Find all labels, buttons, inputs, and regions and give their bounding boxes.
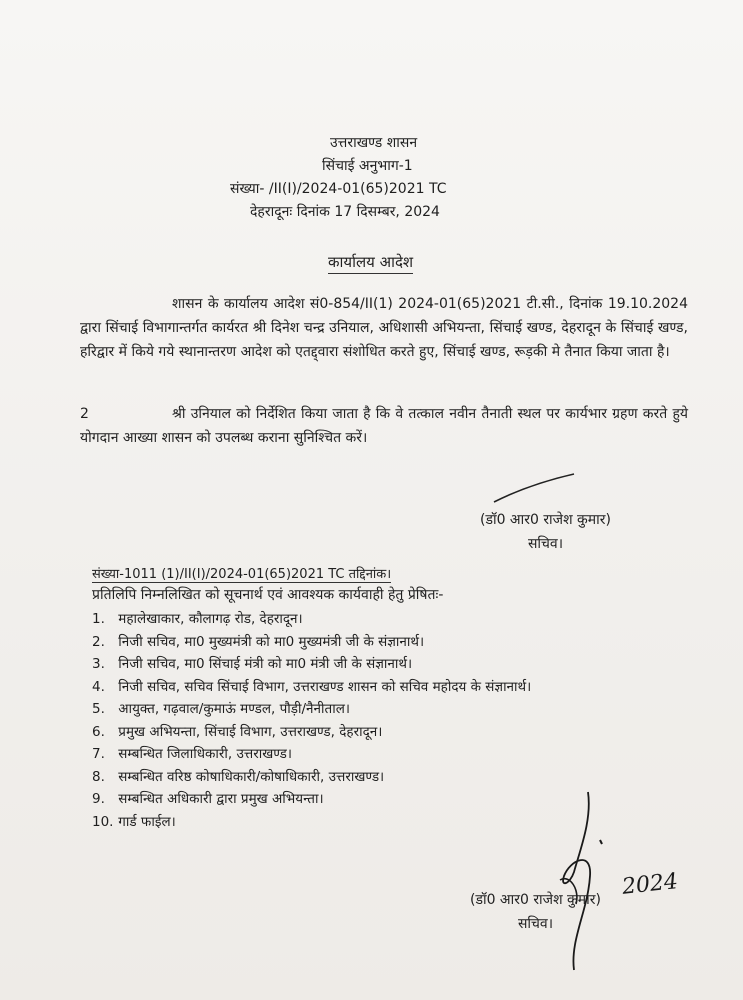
svg-text:2024: 2024 (620, 869, 680, 900)
department-name: उत्तराखण्ड शासन (330, 135, 418, 151)
section-name: सिंचाई अनुभाग-1 (322, 158, 413, 174)
list-item: 5. आयुक्त, गढ़वाल/कुमाऊं मण्डल, पौड़ी/नैनीताल। (92, 701, 350, 717)
paragraph-2-text: श्री उनियाल को निर्देशित किया जाता है कि वे तत्काल नवीन तैनाती स्थल पर कार्यभार ग्रहण करते हुये योगदान आख्या शासन को उपलब्ध कराना सुनिश्चित करें। (80, 406, 688, 446)
signatory-name-2: (डॉ0 आर0 राजेश कुमार) (470, 892, 601, 908)
paragraph-2 (80, 402, 688, 450)
signature-stroke (490, 470, 580, 510)
list-item: 9. सम्बन्धित अधिकारी द्वारा प्रमुख अभियन्ता। (92, 791, 324, 807)
signature-block-2 (470, 888, 601, 936)
signatory-designation-2: सचिव। (517, 916, 554, 932)
signature-block (480, 508, 611, 556)
list-item: 7. सम्बन्धित जिलाधिकारी, उत्तराखण्ड। (92, 746, 293, 762)
reference-number: संख्या- /II(I)/2024-01(65)2021 TC (230, 181, 447, 197)
list-item: 10. गार्ड फाईल। (92, 813, 176, 830)
paragraph-number: 2 (80, 406, 89, 422)
letter-header (230, 132, 550, 224)
paragraph-1: शासन के कार्यालय आदेश सं0-854/II(1) 2024-01(65)2021 टी.सी., दिनांक 19.10.2024 द्वारा सिंचाई विभागान्तर्गत कार्यरत श्री दिनेश चन्द्र उनियाल, अधिशासी अभियन्ता, सिंचाई खण्ड, देहरादून के सिंचाई खण्ड, हरिद्वार में किये गये स्थानान्तरण आदेश को एतद्द्वारा संशोधित करते हुए, सिंचाई खण्ड, रूड़की मे तैनात किया जाता है। (80, 296, 688, 360)
list-item: 1. महालेखाकार, कौलागढ़ रोड, देहरादून। (92, 611, 303, 627)
letter-date: देहरादूनः दिनांक 17 दिसम्बर, 2024 (250, 204, 440, 220)
copy-reference: संख्या-1011 (1)/II(I)/2024-01(65)2021 TC तद्दिनांक। (92, 564, 391, 583)
handwritten-signature (530, 780, 700, 980)
document-title: कार्यालय आदेश (328, 252, 413, 274)
list-item: 4. निजी सचिव, सचिव सिंचाई विभाग, उत्तराखण्ड शासन को सचिव महोदय के संज्ञानार्थ। (92, 678, 532, 695)
list-item: 8. सम्बन्धित वरिष्ठ कोषाधिकारी/कोषाधिकारी, उत्तराखण्ड। (92, 768, 385, 785)
list-item: 2. निजी सचिव, मा0 मुख्यमंत्री को मा0 मुख्यमंत्री जी के संज्ञानार्थ। (92, 633, 425, 650)
copy-intro: प्रतिलिपि निम्नलिखित को सूचनार्थ एवं आवश्यक कार्यवाही हेतु प्रेषितः- (92, 587, 444, 603)
list-item: 6. प्रमुख अभियन्ता, सिंचाई विभाग, उत्तराखण्ड, देहरादून। (92, 723, 383, 740)
list-item: 3. निजी सचिव, मा0 सिंचाई मंत्री को मा0 मंत्री जी के संज्ञानार्थ। (92, 656, 413, 672)
signatory-name: (डॉ0 आर0 राजेश कुमार) (480, 512, 611, 528)
signatory-designation: सचिव। (527, 536, 564, 552)
